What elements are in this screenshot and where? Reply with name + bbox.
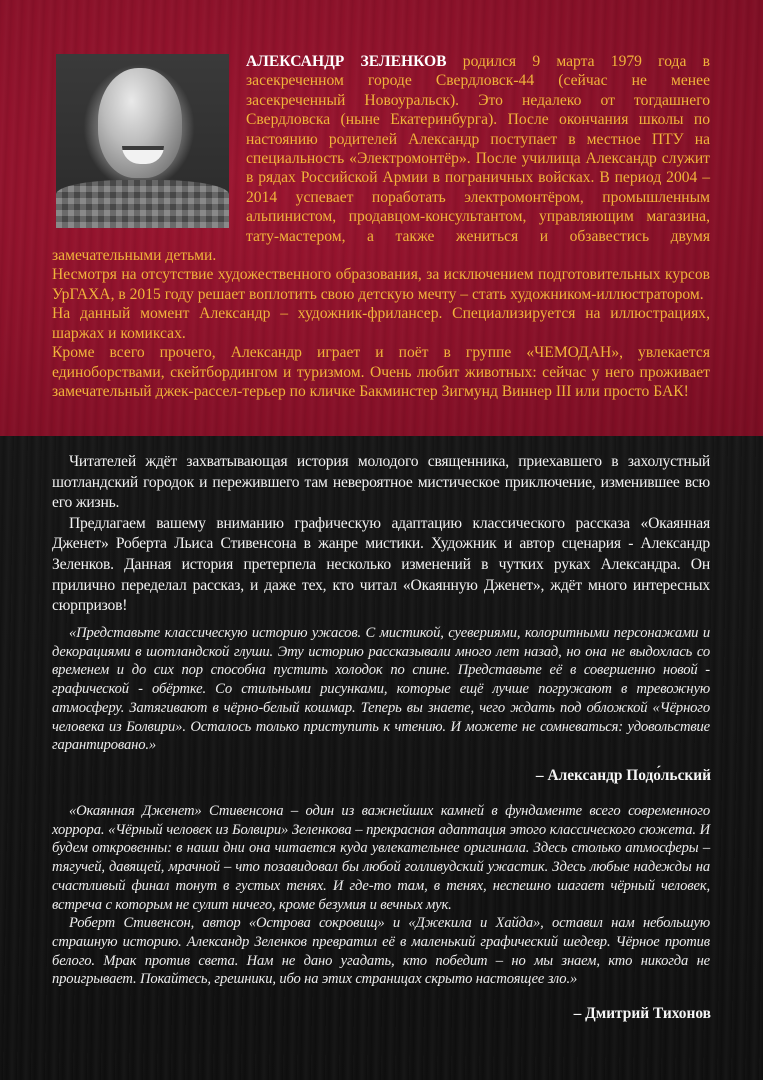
bio-first-paragraph (52, 52, 710, 265)
bio-paragraph: На данный момент Александр – художник-фрилансер. Специализируется на иллюстрациях, шаржах и комиксах. (52, 305, 710, 342)
book-intro (52, 452, 710, 617)
photo-spacer (52, 52, 246, 238)
quote-paragraph: «Представьте классическую историю ужасов. С мистикой, суевериями, колоритными персонажами и декорациями в шотландской глуши. Эту историю рассказывали много лет назад, но она не выдохлась со временем и до сих пор способна пустить холодок по спине. Представьте её в совершенно новой - графической - обёртке. Со стильными рисунками, которые ещё лучше погружают в тревожную атмосферу. Затягивают в чёрно-белый кошмар. Теперь вы знаете, чего ждать под обложкой «Чёрного человека из Болвири». Осталось только приступить к чтению. И можете не сомневаться: удовольствие гарантировано.» (52, 625, 710, 754)
bio-paragraph: Кроме всего прочего, Александр играет и поёт в группе «ЧЕМОДАН», увлекается единоборствами, скейтбордингом и туризмом. Очень любит животных: сейчас у него проживает замечательный джек-рассел-терьер по кличке Бакминстер Зигмунд Виннер III или просто БАК! (52, 344, 710, 400)
review-quote-podolsky (52, 624, 710, 755)
quote-attribution-tikhonov: – Дмитрий Тихонов (573, 1005, 711, 1022)
review-quote-tikhonov (52, 802, 710, 989)
author-name: АЛЕКСАНДР ЗЕЛЕНКОВ (246, 53, 447, 70)
quote-paragraph: Роберт Стивенсон, автор «Острова сокровищ» и «Джекила и Хайда», оставил нам небольшую страшную историю. Александр Зеленков превратил её в маленький графический шедевр. Чёрное против белого. Мрак против света. Нам не дано угадать, кто победит – но мы знаем, кто никогда не проигрывает. Покайтесь, грешники, ибо на этих страницах скрыто настоящее зло.» (52, 915, 710, 988)
quote-paragraph: «Окаянная Дженет» Стивенсона – один из важнейших камней в фундаменте всего современного хоррора. «Чёрный человек из Болвири» Зеленкова – прекрасная адаптация этого классического сюжета. И будем откровенны: в наши дни она читается куда увлекательнее оригинала. Здесь столько атмосферы – тягучей, давящей, мрачной – что позавидовал бы любой голливудский ужастик. Здесь любые надежды на счастливый финал тонут в густых тенях. И где-то там, в тенях, неспешно шагает чёрный человек, встреча с которым не сулит ничего, кроме безумия и вечных мук. (52, 803, 710, 913)
author-bio (52, 52, 710, 401)
intro-paragraph: Читателей ждёт захватывающая история молодого священника, приехавшего в захолустный шотландский городок и пережившего там невероятное мистическое приключение, изменившее всю его жизнь. (52, 453, 710, 512)
bio-first-text: родился 9 марта 1979 года в засекреченном городе Свердловск-44 (сейчас не менее засекреченный Новоуральск). Это недалеко от тогдашнего Свердловска (ныне Екатеринбурга). После окончания школы по настоянию родителей Александр поступает в местное ПТУ на специальность «Электромонтёр». После училища Александр служит в рядах Российской Армии в пограничных войсках. В период 2004 – 2014 успевает поработать электромонтёром, промышленным альпинистом, продавцом-консультантом, управляющим магазина, тату-мастером, а также жениться и обзавестись двумя замечательными детьми. (52, 53, 710, 265)
book-section (0, 436, 763, 1080)
author-section (0, 0, 763, 436)
quote-attribution-podolsky: – Александр Подо́льский (535, 767, 711, 784)
intro-paragraph: Предлагаем вашему вниманию графическую адаптацию классического рассказа «Окаянная Дженет» Роберта Льиса Стивенсона в жанре мистики. Художник и автор сценария - Александр Зеленков. Данная история претерпела несколько изменений в чутких руках Александра. Он прилично переделал рассказ, и даже тех, кто читал «Окаянную Дженет», ждёт много интересных сюрпризов! (52, 514, 710, 615)
bio-paragraph: Несмотря на отсутствие художественного образования, за исключением подготовительных курсов УрГАХА, в 2015 году решает воплотить свою детскую мечту – стать художником-иллюстратором. (52, 266, 710, 303)
